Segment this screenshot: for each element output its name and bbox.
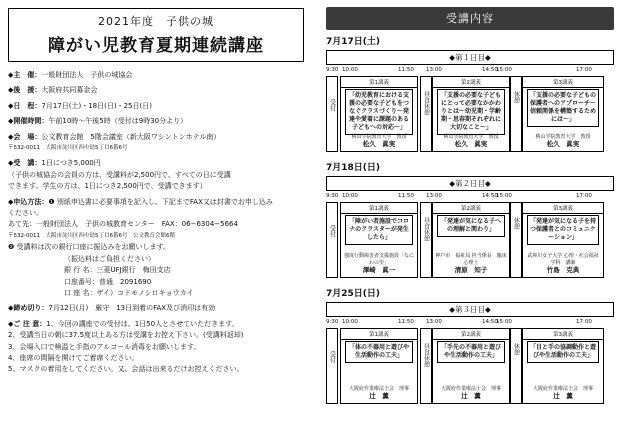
lunch-break-label: 昼食休憩 xyxy=(422,217,430,241)
lecture-number: 第2講義 xyxy=(433,329,509,340)
instructor-affiliation: 大阪府作業療法士会 理事 xyxy=(348,386,409,392)
time-label: 14:50 xyxy=(482,67,498,73)
detail-text: 1、今回の講座での受付は、1日50人とさせていただきます。 xyxy=(46,319,239,328)
reception-cell xyxy=(326,76,338,152)
detail-text: 3、会場入口で検温と手指のアルコール消毒をお願いします。 xyxy=(8,342,201,351)
lecture-title: 「目と手の協調動作と遊びや生活動作の工夫」 xyxy=(527,341,599,363)
detail-row xyxy=(8,364,304,375)
lecture-card xyxy=(522,76,604,152)
detail-row xyxy=(8,208,304,219)
instructor-name: 松久 眞実 xyxy=(546,140,580,148)
detail-text: 口 座 名：ザイ）コドモノシロキョウカイ xyxy=(64,288,194,297)
time-label: 13:00 xyxy=(426,319,442,325)
instructor xyxy=(435,134,507,148)
break-cell xyxy=(510,202,522,278)
detail-row xyxy=(8,254,304,265)
detail-text: 口座番号：普通 2091690 xyxy=(64,277,152,286)
break-label: 休憩 xyxy=(512,91,520,103)
instructor-affiliation: 桃山学院教育大学 教授 xyxy=(351,134,407,140)
lecture-number: 第2講義 xyxy=(433,203,509,214)
lunch-break-cell xyxy=(420,328,432,404)
detail-row xyxy=(8,231,304,242)
instructor-affiliation: 強度行動障害者支援施設「なにわの里」 xyxy=(343,253,414,266)
time-label: 10:00 xyxy=(342,193,358,199)
detail-row xyxy=(8,170,304,181)
time-label: 11:50 xyxy=(398,67,414,73)
time-row xyxy=(326,67,614,76)
reception-label: 受付 xyxy=(328,225,336,237)
lecture-card xyxy=(522,202,604,278)
reception-label: 受付 xyxy=(328,99,336,111)
detail-label: ◆会 場： xyxy=(8,132,42,141)
instructor-name: 松久 眞実 xyxy=(362,140,396,148)
detail-row xyxy=(8,197,304,208)
lecture-number: 第1講義 xyxy=(341,329,417,340)
schedule-row xyxy=(326,328,614,404)
instructor-name: 辻 薫 xyxy=(369,392,389,400)
lecture-number: 第3講義 xyxy=(523,203,603,214)
lecture-title: 「発達が気になる子を持つ保護者とのコミュニケーション」 xyxy=(527,215,599,245)
instructor-name: 辻 薫 xyxy=(461,392,481,400)
day-header: ◆第３日目◆ xyxy=(326,302,614,317)
lunch-break-label: 昼食休憩 xyxy=(422,343,430,367)
detail-text: ❷ 受講料は次の銀行口座に振込みをお願いします。 xyxy=(8,243,170,252)
instructor xyxy=(435,386,507,400)
time-label: 15:00 xyxy=(496,319,512,325)
day-date: 7月25日(日) xyxy=(326,289,381,299)
lecture-card xyxy=(340,328,418,404)
time-label: 13:00 xyxy=(426,67,442,73)
detail-row xyxy=(8,265,304,276)
detail-text: 公文教育会館 5階会議室（新大阪ワシントンホテル南） xyxy=(41,132,221,141)
detail-row xyxy=(8,319,304,330)
lecture-number: 第3講義 xyxy=(523,329,603,340)
instructor xyxy=(343,134,415,148)
schedule-banner: 受講内容 xyxy=(326,7,614,30)
time-label: 17:00 xyxy=(576,67,592,73)
day-block xyxy=(326,286,614,404)
detail-row xyxy=(8,277,304,288)
detail-text: 大阪府共同募金会 xyxy=(41,86,98,95)
lecture-number: 第1講義 xyxy=(341,77,417,88)
time-label: 9:30 xyxy=(326,319,339,325)
detail-text: 4、座席の間隔を開けてご着席ください。 xyxy=(8,353,139,362)
time-row xyxy=(326,193,614,202)
detail-label: ◆申込方法： xyxy=(8,197,49,206)
detail-text: ❶ 別紙申込書に必要事項を記入し、下記までFAX又は封書でお申し込み xyxy=(48,197,273,206)
detail-row xyxy=(8,303,304,314)
time-label: 11:50 xyxy=(398,193,414,199)
instructor-affiliation: 大阪府作業療法士会 理事 xyxy=(532,386,593,392)
break-cell xyxy=(510,328,522,404)
lunch-break-cell xyxy=(420,76,432,152)
lecture-number: 第1講義 xyxy=(341,203,417,214)
time-label: 15:00 xyxy=(496,67,512,73)
instructor-affiliation: 桃山学院教育大学 教授 xyxy=(443,134,499,140)
instructor-name: 澤崎 眞一 xyxy=(362,266,396,274)
detail-text: ください。 xyxy=(8,209,43,218)
detail-text: できます。学生の方は、1日につき2,500円で、受講できます） xyxy=(8,182,207,191)
detail-row xyxy=(8,143,304,154)
time-label: 11:50 xyxy=(398,319,414,325)
details-list xyxy=(8,70,304,376)
lecture-title: 「体の不器用と遊びや生活動作の工夫」 xyxy=(345,341,413,363)
detail-text: あて先：一般財団法人 子供の城教育センター FAX：06−6304−5664 xyxy=(8,220,238,229)
time-label: 17:00 xyxy=(576,319,592,325)
lecture-title: 「支援の必要な子どもにとって必要なかかわりとは〜幼児期・学齢期・思春期それぞれに大切なこと〜」 xyxy=(437,89,505,135)
time-label: 15:00 xyxy=(496,193,512,199)
lunch-break-label: 昼食休憩 xyxy=(422,91,430,115)
day-block xyxy=(326,160,614,278)
instructor-affiliation: 神戸市 福祉局 担当係長 臨床心理士 xyxy=(435,253,507,266)
time-label: 10:00 xyxy=(342,319,358,325)
detail-label: ◆開催時間： xyxy=(8,117,49,126)
detail-row xyxy=(8,342,304,353)
lecture-number: 第3講義 xyxy=(523,77,603,88)
time-label: 9:30 xyxy=(326,67,339,73)
instructor xyxy=(343,386,415,400)
instructor xyxy=(525,134,601,148)
detail-label: ◆締め切り： xyxy=(8,304,49,313)
lecture-card xyxy=(432,328,510,404)
time-label: 13:00 xyxy=(426,193,442,199)
detail-text: 2、受講当日の朝に37.5度以上ある方は受講をお控え下さい。(受講料返却) xyxy=(8,331,244,340)
detail-text: 一般財団法人 子供の城協会 xyxy=(41,71,133,79)
detail-text: （子供の城協会の会員の方は、受講料が2,500円で、すべての日に受講 xyxy=(8,170,231,179)
lunch-break-cell xyxy=(420,202,432,278)
day-block xyxy=(326,34,614,152)
detail-row xyxy=(8,330,304,341)
detail-text: 1日につき5,000円 xyxy=(41,159,101,168)
detail-row xyxy=(8,70,304,81)
instructor-name: 清原 知子 xyxy=(454,266,488,274)
schedule-row xyxy=(326,202,614,278)
day-header: ◆第１日目◆ xyxy=(326,50,614,65)
time-label: 14:50 xyxy=(482,319,498,325)
detail-row xyxy=(8,219,304,230)
detail-row xyxy=(8,132,304,143)
instructor xyxy=(343,253,415,274)
detail-text: 午前10時〜午後5時（受付は9時30分より） xyxy=(48,117,188,126)
instructor-name: 竹島 克典 xyxy=(546,266,580,274)
detail-text: 〒532-0011 大阪市淀川区西中島5丁目6番6号 公文教育会館6階 xyxy=(8,232,175,239)
break-label: 休憩 xyxy=(512,343,520,355)
time-label: 10:00 xyxy=(342,67,358,73)
detail-row xyxy=(8,85,304,96)
title-box xyxy=(8,8,304,62)
time-label: 17:00 xyxy=(576,193,592,199)
time-row xyxy=(326,319,614,328)
instructor-affiliation: 武庫川女子大学 心理・社会福祉学科 講師 xyxy=(527,253,599,266)
reception-label: 受付 xyxy=(328,351,336,363)
detail-row xyxy=(8,116,304,127)
lecture-title: 「幼児教育における支援の必要な子どもをつなぐクラスづくり〜発達や愛着に課題のある子どもへの対応〜」 xyxy=(345,89,413,135)
right-panel xyxy=(326,7,614,404)
detail-row xyxy=(8,242,304,253)
lecture-card xyxy=(340,76,418,152)
detail-label: ◆受 講： xyxy=(8,159,42,168)
detail-row xyxy=(8,158,304,169)
break-cell xyxy=(510,76,522,152)
lecture-card xyxy=(432,202,510,278)
title-year: 2021年度 子供の城 xyxy=(98,15,214,28)
instructor-name: 辻 薫 xyxy=(553,392,573,400)
days-container xyxy=(326,34,614,404)
schedule-row xyxy=(326,76,614,152)
detail-text: （振込料はご負担ください） xyxy=(64,254,155,263)
lecture-number: 第2講義 xyxy=(433,77,509,88)
lecture-title: 「支援の必要な子どもの保護者へのアプローチ〜信頼関係を構築するためには〜」 xyxy=(527,89,599,127)
time-label: 9:30 xyxy=(326,193,339,199)
lecture-card xyxy=(340,202,418,278)
day-header: ◆第２日目◆ xyxy=(326,176,614,191)
detail-label: ◆後 援： xyxy=(8,86,42,95)
instructor xyxy=(435,253,507,274)
detail-text: 〒532-0011 大阪市淀川区西中島5丁目6番6号 xyxy=(8,145,128,152)
instructor xyxy=(525,386,601,400)
detail-label: ◆ご 注 意： xyxy=(8,319,47,328)
detail-text: 銀 行 名：三菱UFJ銀行 梅田支店 xyxy=(64,266,171,275)
day-date: 7月18日(日) xyxy=(326,163,381,173)
time-label: 14:50 xyxy=(482,193,498,199)
left-panel xyxy=(8,8,304,376)
instructor-affiliation: 大阪府作業療法士会 理事 xyxy=(440,386,501,392)
break-label: 休憩 xyxy=(512,217,520,229)
detail-label: ◆主 催： xyxy=(8,71,42,79)
detail-text: 5、マスクの着用をしてください。又、会話は出来るだけお控えください。 xyxy=(8,365,244,374)
detail-row xyxy=(8,181,304,192)
page-title: 障がい児教育夏期連続講座 xyxy=(48,36,264,56)
reception-cell xyxy=(326,202,338,278)
instructor xyxy=(525,253,601,274)
lecture-title: 「発達が気になる子への理解と関わり」 xyxy=(437,215,505,237)
detail-row xyxy=(8,288,304,299)
detail-text: 7月17日(土)・18日(日)・25日(日) xyxy=(41,101,152,110)
reception-cell xyxy=(326,328,338,404)
detail-label: ◆日 程： xyxy=(8,101,42,110)
lecture-card xyxy=(522,328,604,404)
detail-text: 7月12日(月) 厳守 13日到着のFAX及び消印は有効 xyxy=(48,304,216,313)
detail-row xyxy=(8,353,304,364)
day-date: 7月17日(土) xyxy=(326,37,381,47)
lecture-title: 「手先の不器用と遊びや生活動作の工夫」 xyxy=(437,341,505,363)
detail-row xyxy=(8,101,304,112)
instructor-name: 松久 眞実 xyxy=(454,140,488,148)
lecture-title: 「障がい者施設でコロナのクラスターが発生したら」 xyxy=(345,215,413,245)
instructor-affiliation: 桃山学院教育大学 教授 xyxy=(535,134,591,140)
lecture-card xyxy=(432,76,510,152)
